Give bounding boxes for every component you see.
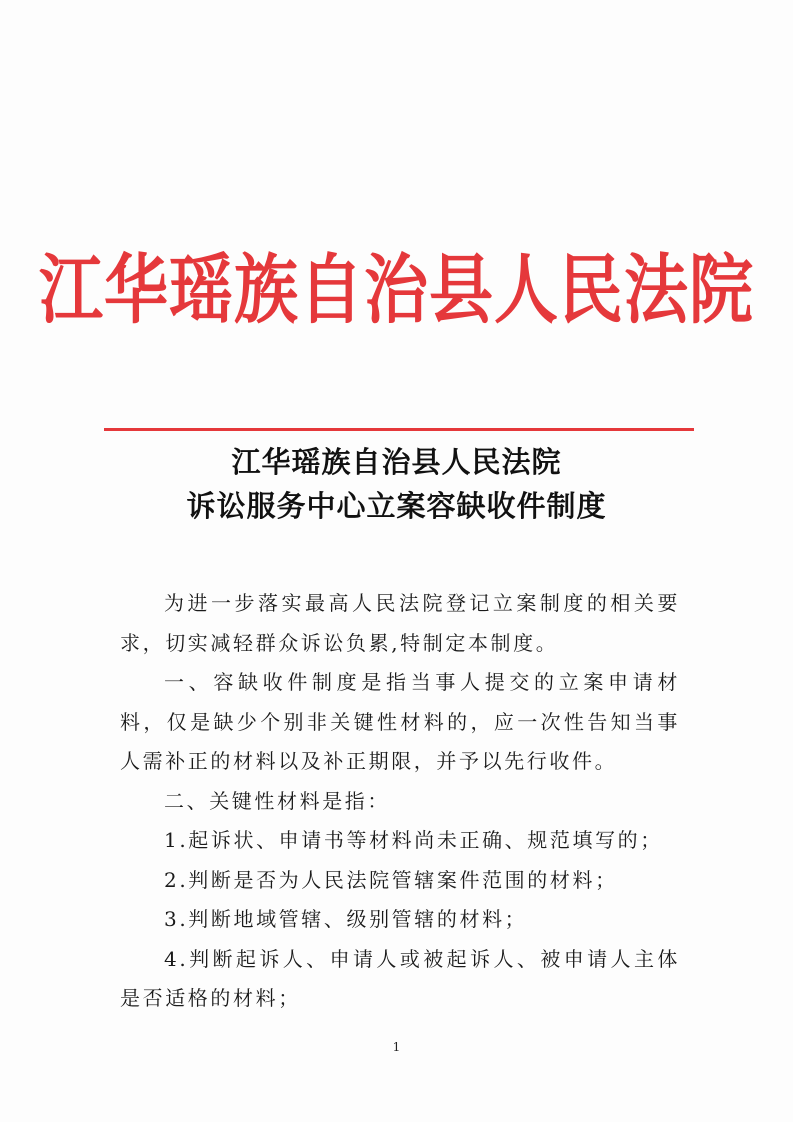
paragraph-item-4: 4.判断起诉人、申请人或被起诉人、被申请人主体是否适格的材料； <box>120 946 680 1010</box>
paragraph-intro: 为进一步落实最高人民法院登记立案制度的相关要求，切实减轻群众诉讼负累,特制定本制度。 <box>120 591 680 655</box>
paragraph-item-3: 3.判断地域管辖、级别管辖的材料； <box>164 907 528 931</box>
document-title-line-1: 江华瑶族自治县人民法院 <box>231 445 562 479</box>
document-title-line-2: 诉讼服务中心立案容缺收件制度 <box>186 489 607 523</box>
court-masthead: 江华瑶族自治县人民法院 <box>39 246 754 335</box>
paragraph-item-2: 2.判断是否为人民法院管辖案件范围的材料； <box>164 867 618 892</box>
paragraph-section-1: 一、容缺收件制度是指当事人提交的立案申请材料，仅是缺少个别非关键性材料的，应一次性告知当事人需补正的材料以及补正期限，并予以先行收件。 <box>120 670 680 773</box>
red-divider-line <box>104 428 694 431</box>
paragraph-section-2-heading: 二、关键性材料是指： <box>164 788 390 813</box>
paragraph-item-1: 1.起诉状、申请书等材料尚未正确、规范填写的； <box>164 828 663 852</box>
page-number: 1 <box>392 1040 401 1054</box>
document-body <box>120 584 680 1019</box>
